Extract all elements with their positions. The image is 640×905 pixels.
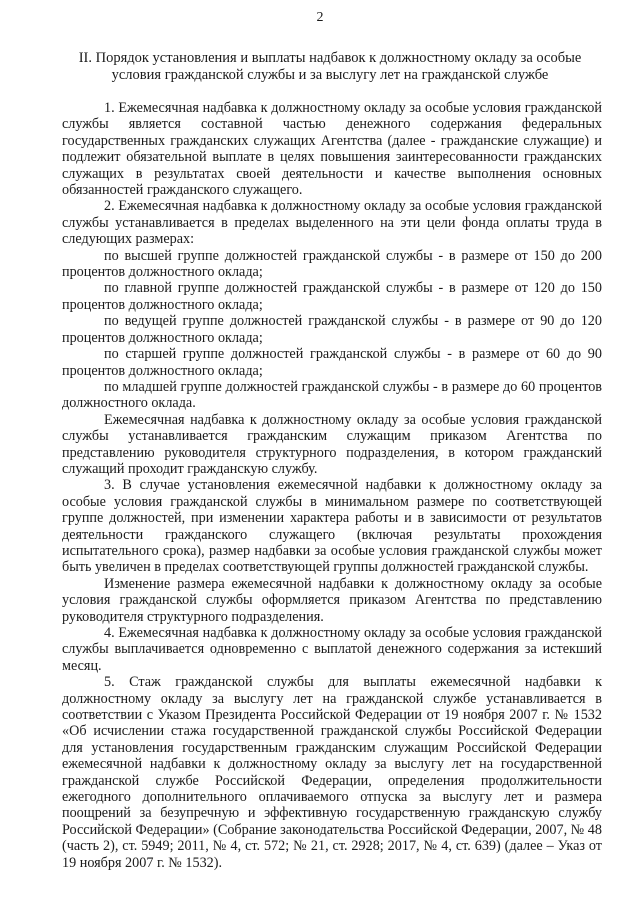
page-number: 2 [316,10,324,25]
paragraph-2-item-junior: по младшей группе должностей гражданской службы - в размере до 60 процентов должностного оклада. [62,378,602,412]
paragraph-5: 5. Стаж гражданской службы для выплаты ежемесячной надбавки к должностному окладу за выслугу лет на гражданской службе устанавливается в соответствии с Указом Президента Российской Федерации от 19 ноября 2007 г. № 1532 «Об исчислении стажа государственной гражданской службы Российской Федерации для установления государственным гражданским служащим Российской Федерации ежемесячной надбавки к должностному окладу за выслугу лет на государственной гражданской службе Российской Федерации, определения продолжительности ежегодного дополнительного оплачиваемого отпуска за выслугу лет и размера поощрений за безупречную и эффективную государственную гражданскую службу Российской Федерации» (Собрание законодательства Российской Федерации, 2007, № 48 (часть 2), ст. 5949; 2011, № 4, ст. 572; № 21, ст. 2928; 2017, № 4, ст. 639) (далее – Указ от 19 ноября 2007 г. № 1532). [62,674,602,871]
paragraph-2-item-senior: по старшей группе должностей гражданской службы - в размере от 60 до 90 процентов должностного оклада; [62,346,602,379]
paragraph-3: 3. В случае установления ежемесячной надбавки к должностному окладу за особые условия гражданской службы в минимальном размере по соответствующей группе должностей, при изменении характера работы и в зависимости от результатов деятельности гражданского служащего (включая результаты прохождения испытательного срока), размер надбавки за особые условия гражданской службы может быть увеличен в пределах соответствующей группы должностей гражданской службы. [62,477,602,576]
paragraph-2-item-highest: по высшей группе должностей гражданской службы - в размере от 150 до 200 процентов должностного оклада; [62,247,602,281]
document-body [62,100,602,871]
paragraph-2-order: Ежемесячная надбавка к должностному окладу за особые условия гражданской службы устанавливается гражданским служащим приказом Агентства по представлению руководителя структурного подразделения, в котором гражданский служащий проходит гражданскую службу. [62,411,602,477]
paragraph-2-item-leading: по ведущей группе должностей гражданской службы - в размере от 90 до 120 процентов должностного оклада; [62,313,602,346]
paragraph-3-change: Изменение размера ежемесячной надбавки к должностному окладу за особые условия гражданской службы оформляется приказом Агентства по представлению руководителя структурного подразделения. [62,575,602,625]
paragraph-4: 4. Ежемесячная надбавка к должностному окладу за особые условия гражданской службы выплачивается одновременно с выплатой денежного содержания за истекший месяц. [62,625,602,674]
paragraph-2-item-main: по главной группе должностей гражданской службы - в размере от 120 до 150 процентов должностного оклада; [62,280,602,313]
paragraph-2: 2. Ежемесячная надбавка к должностному окладу за особые условия гражданской службы устанавливается в пределах выделенного на эти цели фонда оплаты труда в следующих размерах: [62,198,602,248]
section-title: II. Порядок установления и выплаты надбавок к должностному окладу за особые условия гражданской службы и за выслугу лет на гражданской службе [78,50,582,83]
paragraph-1: 1. Ежемесячная надбавка к должностному окладу за особые условия гражданской службы является составной частью денежного содержания федеральных государственных гражданских служащих Агентства (далее - гражданские служащие) и подлежит обязательной выплате в целях повышения заинтересованности гражданских служащих в результатах своей деятельности и качестве выполнения основных обязанностей гражданского служащего. [62,100,602,199]
